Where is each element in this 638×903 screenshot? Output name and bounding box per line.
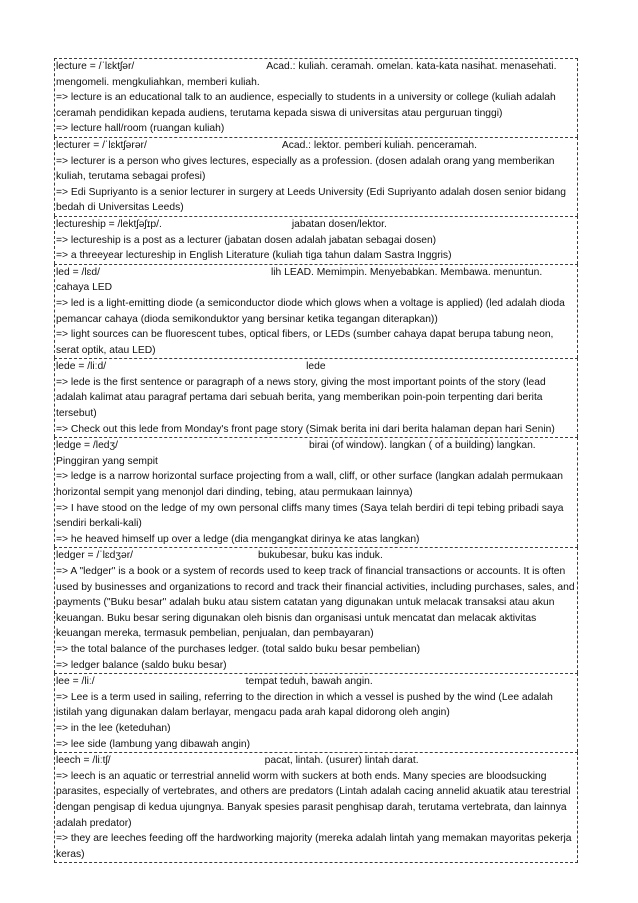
- entry-term: led = /lɛd/: [56, 266, 100, 278]
- dictionary-entry: [54, 752, 578, 863]
- dictionary-entry: [54, 264, 578, 359]
- dictionary-entry: [54, 358, 578, 437]
- dictionary-entry: [54, 437, 578, 547]
- entry-term: lecturer = /ˈlɛktʃərər/: [56, 139, 147, 151]
- entry-example-line: => I have stood on the ledge of my own personal cliffs many times (Saya telah berdiri di tepi tebing pribadi saya sendiri berkali-kali): [56, 502, 564, 530]
- entry-headline: [56, 217, 576, 233]
- entry-example-line: => lectureship is a post as a lecturer (jabatan dosen adalah jabatan sebagai dosen): [56, 234, 437, 246]
- entry-meaning: lih LEAD. Memimpin. Menyebabkan. Membawa. menuntun. cahaya LED: [56, 266, 543, 294]
- entry-example-line: => leech is an aquatic or terrestrial annelid worm with suckers at both ends. Many species are bloodsucking parasites, especially of vertebrates, and others are predators (Lintah adalah cacing annelid akuatik atau terestrial dengan pengisap di kedua ujungnya. Banyak spesies parasit penghisap darah, terutama vertebrata, dan lainnya adalah predator): [56, 770, 571, 829]
- dictionary-entry: [54, 673, 578, 752]
- entry-example-line: => A "ledger" is a book or a system of records used to keep track of financial transactions or accounts. It is often used by businesses and organizations to record and track their financial activities, including purchases, sales, and payments ("Buku besar" adalah buku atau sistem catatan yang digunakan untuk melacak transaksi atau akun keuangan. Buku besar sering digunakan oleh bisnis dan organisasi untuk mencatat dan melacak aktivitas keuangan mereka, termasuk pembelian, penjualan, dan pembayaran): [56, 566, 575, 640]
- entry-term: lee = /liː/: [56, 676, 95, 688]
- entry-example-line: => Check out this lede from Monday's front page story (Simak berita ini dari berita halaman depan hari Senin): [56, 423, 555, 435]
- dictionary-table: [54, 58, 578, 863]
- entry-example-line: => ledge is a narrow horizontal surface projecting from a wall, cliff, or other surface (langkan adalah permukaan horizontal sempit yang menonjol dari dinding, tebing, atau permukaan lainnya): [56, 471, 563, 499]
- entry-headline: [56, 548, 576, 564]
- entry-headline: [56, 138, 576, 154]
- dictionary-entry: [54, 58, 578, 137]
- entry-term: ledger = /ˈlɛdʒər/: [56, 550, 134, 562]
- entry-example-line: => a threeyear lectureship in English Literature (kuliah tiga tahun dalam Sastra Inggris): [56, 250, 452, 262]
- entry-meaning: pacat, lintah. (usurer) lintah darat.: [264, 755, 419, 767]
- entry-headline: [56, 265, 576, 296]
- entry-example-line: => led is a light-emitting diode (a semiconductor diode which glows when a voltage is applied) (led adalah dioda pemancar cahaya (dioda semikonduktor yang bersinar ketika tegangan diterapkan)): [56, 297, 565, 325]
- entry-meaning: birai (of window). langkan ( of a building) langkan. Pinggiran yang sempit: [56, 440, 536, 467]
- entry-meaning: tempat teduh, bawah angin.: [245, 676, 373, 688]
- entry-example-line: => ledger balance (saldo buku besar): [56, 659, 227, 671]
- entry-headline: [56, 359, 576, 375]
- dictionary-entry: [54, 547, 578, 673]
- entry-meaning: bukubesar, buku kas induk.: [258, 550, 383, 562]
- entry-meaning: Acad.: kuliah. ceramah. omelan. kata-kata nasihat. menasehati. mengomeli. mengkuliahkan, memberi kuliah.: [56, 61, 557, 88]
- entry-example-line: => they are leeches feeding off the hardworking majority (mereka adalah lintah yang memakan mayoritas pekerja keras): [56, 833, 572, 860]
- entry-example-line: => Lee is a term used in sailing, referring to the direction in which a vessel is pushed by the wind (Lee adalah istilah yang digunakan dalam berlayar, mengacu pada arah kapal didorong oleh angin): [56, 691, 553, 719]
- dictionary-entry: [54, 137, 578, 216]
- entry-headline: [56, 674, 576, 690]
- entry-term: lecture = /ˈlɛktʃər/: [56, 61, 135, 72]
- entry-meaning: lede: [306, 361, 326, 373]
- entry-example-line: => lede is the first sentence or paragraph of a news story, giving the most important points of the story (lead adalah kalimat atau paragraf pertama dari sebuah berita, yang memberikan poin-poin terpenting dari berita tersebut): [56, 376, 546, 420]
- entry-headline: [56, 438, 576, 469]
- entry-example-line: => lecture is an educational talk to an audience, especially to students in a university or college (kuliah adalah ceramah pendidikan kepada audiens, terutama kepada siswa di universitas atau perguruan tinggi): [56, 92, 556, 119]
- entry-example-line: => lee side (lambung yang dibawah angin): [56, 738, 251, 750]
- entry-example-line: => the total balance of the purchases ledger. (total saldo buku besar pembelian): [56, 643, 421, 655]
- entry-term: lede = /liːd/: [56, 361, 107, 373]
- entry-example-line: => light sources can be fluorescent tubes, optical fibers, or LEDs (sumber cahaya dapat berupa tabung neon, serat optik, atau LED): [56, 329, 554, 356]
- entry-meaning: Acad.: lektor. pemberi kuliah. penceramah.: [281, 139, 478, 151]
- entry-headline: [56, 753, 576, 769]
- entry-example-line: => Edi Supriyanto is a senior lecturer in surgery at Leeds University (Edi Supriyanto adalah dosen senior bidang bedah di Universitas Leeds): [56, 186, 566, 214]
- entry-term: lectureship = /lektʃəʃɪp/.: [56, 218, 162, 230]
- entry-example-line: => lecture hall/room (ruangan kuliah): [56, 123, 225, 135]
- entry-term: ledge = /ledʒ/: [56, 440, 119, 452]
- entry-term: leech = /liːtʃ/: [56, 755, 111, 767]
- entry-example-line: => lecturer is a person who gives lectures, especially as a profession. (dosen adalah orang yang memberikan kuliah, terutama sebagai profesi): [56, 155, 555, 183]
- entry-meaning: jabatan dosen/lektor.: [291, 218, 387, 230]
- dictionary-entry: [54, 216, 578, 264]
- entry-headline: [56, 59, 576, 90]
- entry-example-line: => he heaved himself up over a ledge (dia mengangkat dirinya ke atas langkan): [56, 533, 420, 545]
- entry-example-line: => in the lee (keteduhan): [56, 722, 171, 734]
